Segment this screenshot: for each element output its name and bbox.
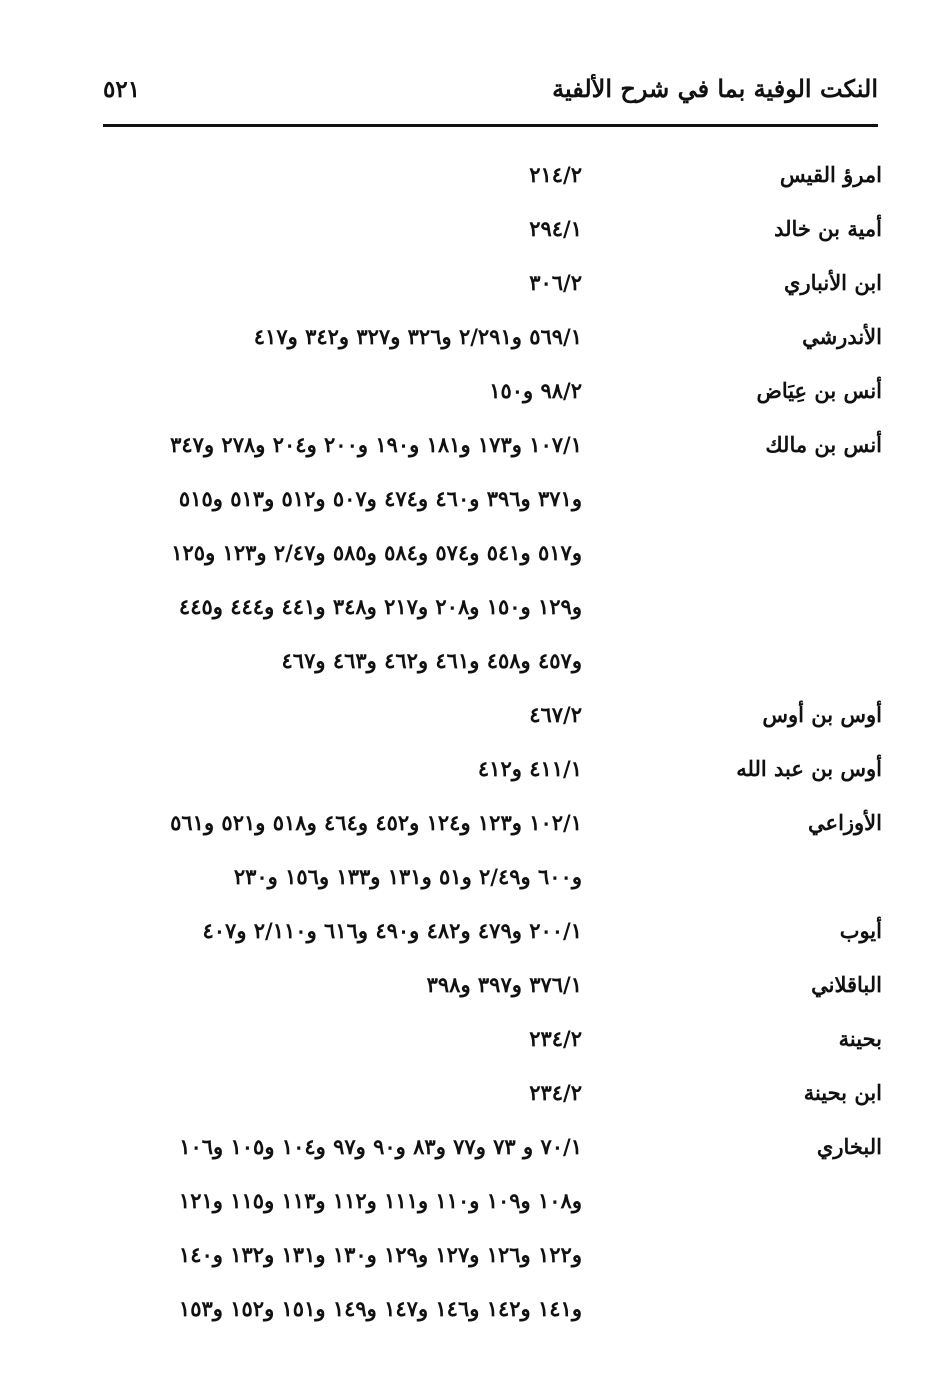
index-entry-line	[0, 270, 944, 324]
index-entry-line	[0, 1242, 944, 1296]
entry-references: و١٢٢ و١٢٦ و١٢٧ و١٢٩ و١٣٠ و١٣١ و١٣٢ و١٤٠	[178, 1242, 582, 1267]
book-title: النكت الوفية بما في شرح الألفية	[552, 74, 878, 103]
entry-references: ٢٣٤/٢	[529, 1026, 582, 1051]
index-entry-line	[0, 324, 944, 378]
entry-name: أمية بن خالد	[774, 216, 882, 241]
entry-name: الأوزاعي	[808, 810, 882, 835]
index-entry-line	[0, 918, 944, 972]
entry-name: البخاري	[816, 1134, 882, 1159]
entry-references: و٦٠٠ و٢/٤٩ و٥١ و١٣١ و١٣٣ و١٥٦ و٢٣٠	[233, 864, 582, 889]
entry-name: امرؤ القيس	[779, 162, 882, 187]
entry-name: أوس بن أوس	[762, 702, 882, 727]
entry-references: ٢٩٤/١	[529, 216, 582, 241]
entry-references: و٣٧١ و٣٩٦ و٤٦٠ و٤٧٤ و٥٠٧ و٥١٢ و٥١٣ و٥١٥	[178, 486, 582, 511]
entry-references: و١٤١ و١٤٢ و١٤٦ و١٤٧ و١٤٩ و١٥١ و١٥٢ و١٥٣	[178, 1296, 582, 1321]
entry-name: ابن بحينة	[803, 1080, 882, 1105]
entry-name: الأندرشي	[802, 324, 882, 349]
entry-name: أنس بن عِيَاض	[756, 378, 882, 403]
index-entry-line	[0, 162, 944, 216]
entry-references: ٢٣٤/٢	[529, 1080, 582, 1105]
index-entry-line	[0, 1026, 944, 1080]
index-entry-line	[0, 702, 944, 756]
entry-references: ٣٠٦/٢	[529, 270, 582, 295]
page-number: ٥٢١	[103, 76, 141, 103]
index-entry-line	[0, 486, 944, 540]
index-entry-line	[0, 810, 944, 864]
entry-references: ٧٠/١ و ٧٣ و٧٧ و٨٣ و٩٠ و٩٧ و١٠٤ و١٠٥ و١٠٦	[179, 1134, 582, 1159]
entry-name: ابن الأنباري	[784, 270, 882, 295]
index-entry-line	[0, 1080, 944, 1134]
index-entry-line	[0, 540, 944, 594]
entry-name: الباقلاني	[811, 972, 882, 997]
index-entry-line	[0, 972, 944, 1026]
index-entry-line	[0, 864, 944, 918]
index-entry-line	[0, 648, 944, 702]
entry-references: و٤٥٧ و٤٥٨ و٤٦١ و٤٦٢ و٤٦٣ و٤٦٧	[281, 648, 582, 673]
index-entry-line	[0, 1296, 944, 1350]
entry-references: و١٠٨ و١٠٩ و١١٠ و١١١ و١١٢ و١١٣ و١١٥ و١٢١	[178, 1188, 582, 1213]
entry-references: ٤٦٧/٢	[529, 702, 582, 727]
entry-references: و٥١٧ و٥٤١ و٥٧٤ و٥٨٤ و٥٨٥ و٢/٤٧ و١٢٣ و١٢٥	[171, 540, 582, 565]
entry-references: ١٠٧/١ و١٧٣ و١٨١ و١٩٠ و٢٠٠ و٢٠٤ و٢٧٨ و٣٤٧	[170, 432, 582, 457]
entry-references: ٥٦٩/١ و٢/٢٩١ و٣٢٦ و٣٢٧ و٣٤٢ و٤١٧	[253, 324, 582, 349]
entry-name: بحينة	[838, 1026, 882, 1051]
index-entry-line	[0, 1134, 944, 1188]
entry-references: ٤١١/١ و٤١٢	[477, 756, 582, 781]
index-entry-line	[0, 756, 944, 810]
entry-references: و١٢٩ و١٥٠ و٢٠٨ و٢١٧ و٣٤٨ و٤٤١ و٤٤٤ و٤٤٥	[178, 594, 582, 619]
index-entry-line	[0, 1188, 944, 1242]
index-entry-line	[0, 378, 944, 432]
entry-name: أوس بن عبد الله	[736, 756, 882, 781]
entry-references: ٢١٤/٢	[529, 162, 582, 187]
index-entry-line	[0, 216, 944, 270]
entry-name: أيوب	[839, 918, 882, 943]
entry-name: أنس بن مالك	[765, 432, 882, 457]
entry-references: ١٠٢/١ و١٢٣ و١٢٤ و٤٥٢ و٤٦٤ و٥١٨ و٥٢١ و٥٦١	[170, 810, 582, 835]
entry-references: ٩٨/٢ و١٥٠	[489, 378, 582, 403]
index-entry-line	[0, 432, 944, 486]
index-entry-line	[0, 594, 944, 648]
entry-references: ٣٧٦/١ و٣٩٧ و٣٩٨	[426, 972, 582, 997]
entry-references: ٢٠٠/١ و٤٧٩ و٤٨٢ و٤٩٠ و٦١٦ و٢/١١٠ و٤٠٧	[202, 918, 582, 943]
